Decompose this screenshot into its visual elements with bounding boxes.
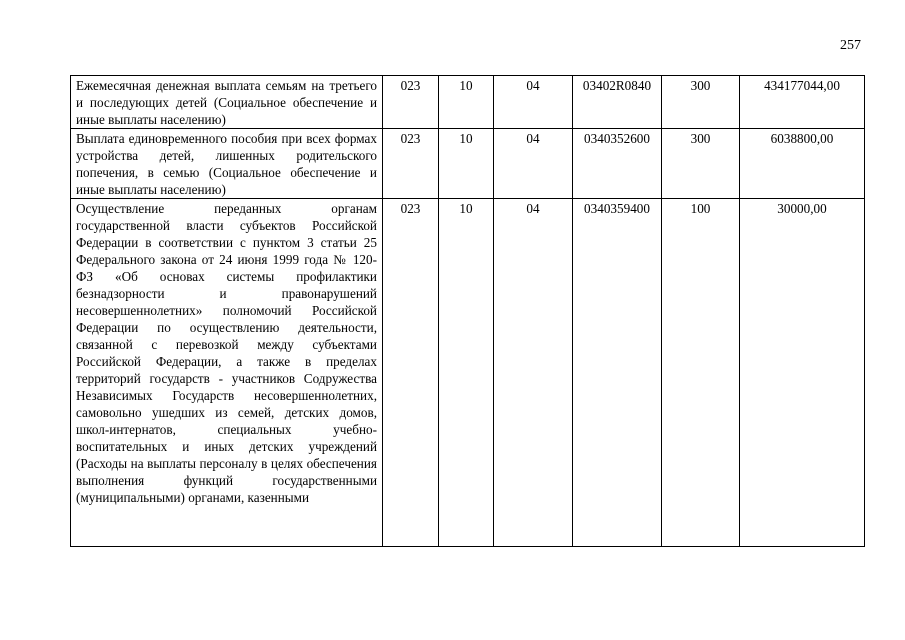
ministry-code-cell: 023	[383, 199, 439, 547]
amount-cell: 434177044,00	[740, 76, 865, 129]
expense-type-cell: 100	[662, 199, 740, 547]
table-row	[71, 129, 865, 199]
expense-name-cell: Выплата единовременного пособия при всех формах устройства детей, лишенных родительского попечения, в семью (Социальное обеспечение и иные выплаты населению)	[71, 129, 383, 199]
expense-type-cell: 300	[662, 129, 740, 199]
amount-cell: 6038800,00	[740, 129, 865, 199]
subsection-code-cell: 04	[494, 199, 573, 547]
section-code-cell: 10	[439, 199, 494, 547]
target-article-cell: 0340352600	[573, 129, 662, 199]
ministry-code-cell: 023	[383, 129, 439, 199]
ministry-code-cell: 023	[383, 76, 439, 129]
section-code-cell: 10	[439, 129, 494, 199]
table-row	[71, 76, 865, 129]
expense-type-cell: 300	[662, 76, 740, 129]
target-article-cell: 0340359400	[573, 199, 662, 547]
subsection-code-cell: 04	[494, 76, 573, 129]
amount-cell: 30000,00	[740, 199, 865, 547]
expense-name-cell: Ежемесячная денежная выплата семьям на третьего и последующих детей (Социальное обеспечение и иные выплаты населению)	[71, 76, 383, 129]
section-code-cell: 10	[439, 76, 494, 129]
page-number: 257	[840, 38, 861, 53]
subsection-code-cell: 04	[494, 129, 573, 199]
budget-table	[70, 75, 865, 547]
table-row	[71, 199, 865, 547]
target-article-cell: 03402R0840	[573, 76, 662, 129]
expense-name-cell: Осуществление переданных органам государственной власти субъектов Российской Федерации в соответствии с пунктом 3 статьи 25 Федерального закона от 24 июня 1999 года № 120-ФЗ «Об основах системы профилактики безнадзорности и правонарушений несовершеннолетних» полномочий Российской Федерации по осуществлению деятельности, связанной с перевозкой между субъектами Российской Федерации, а также в пределах территорий государств - участников Содружества Независимых Государств несовершеннолетних, самовольно ушедших из семей, детских домов, школ-интернатов, специальных учебно-воспитательных и иных детских учреждений (Расходы на выплаты персоналу в целях обеспечения выполнения функций государственными (муниципальными) органами, казенными	[71, 199, 383, 547]
